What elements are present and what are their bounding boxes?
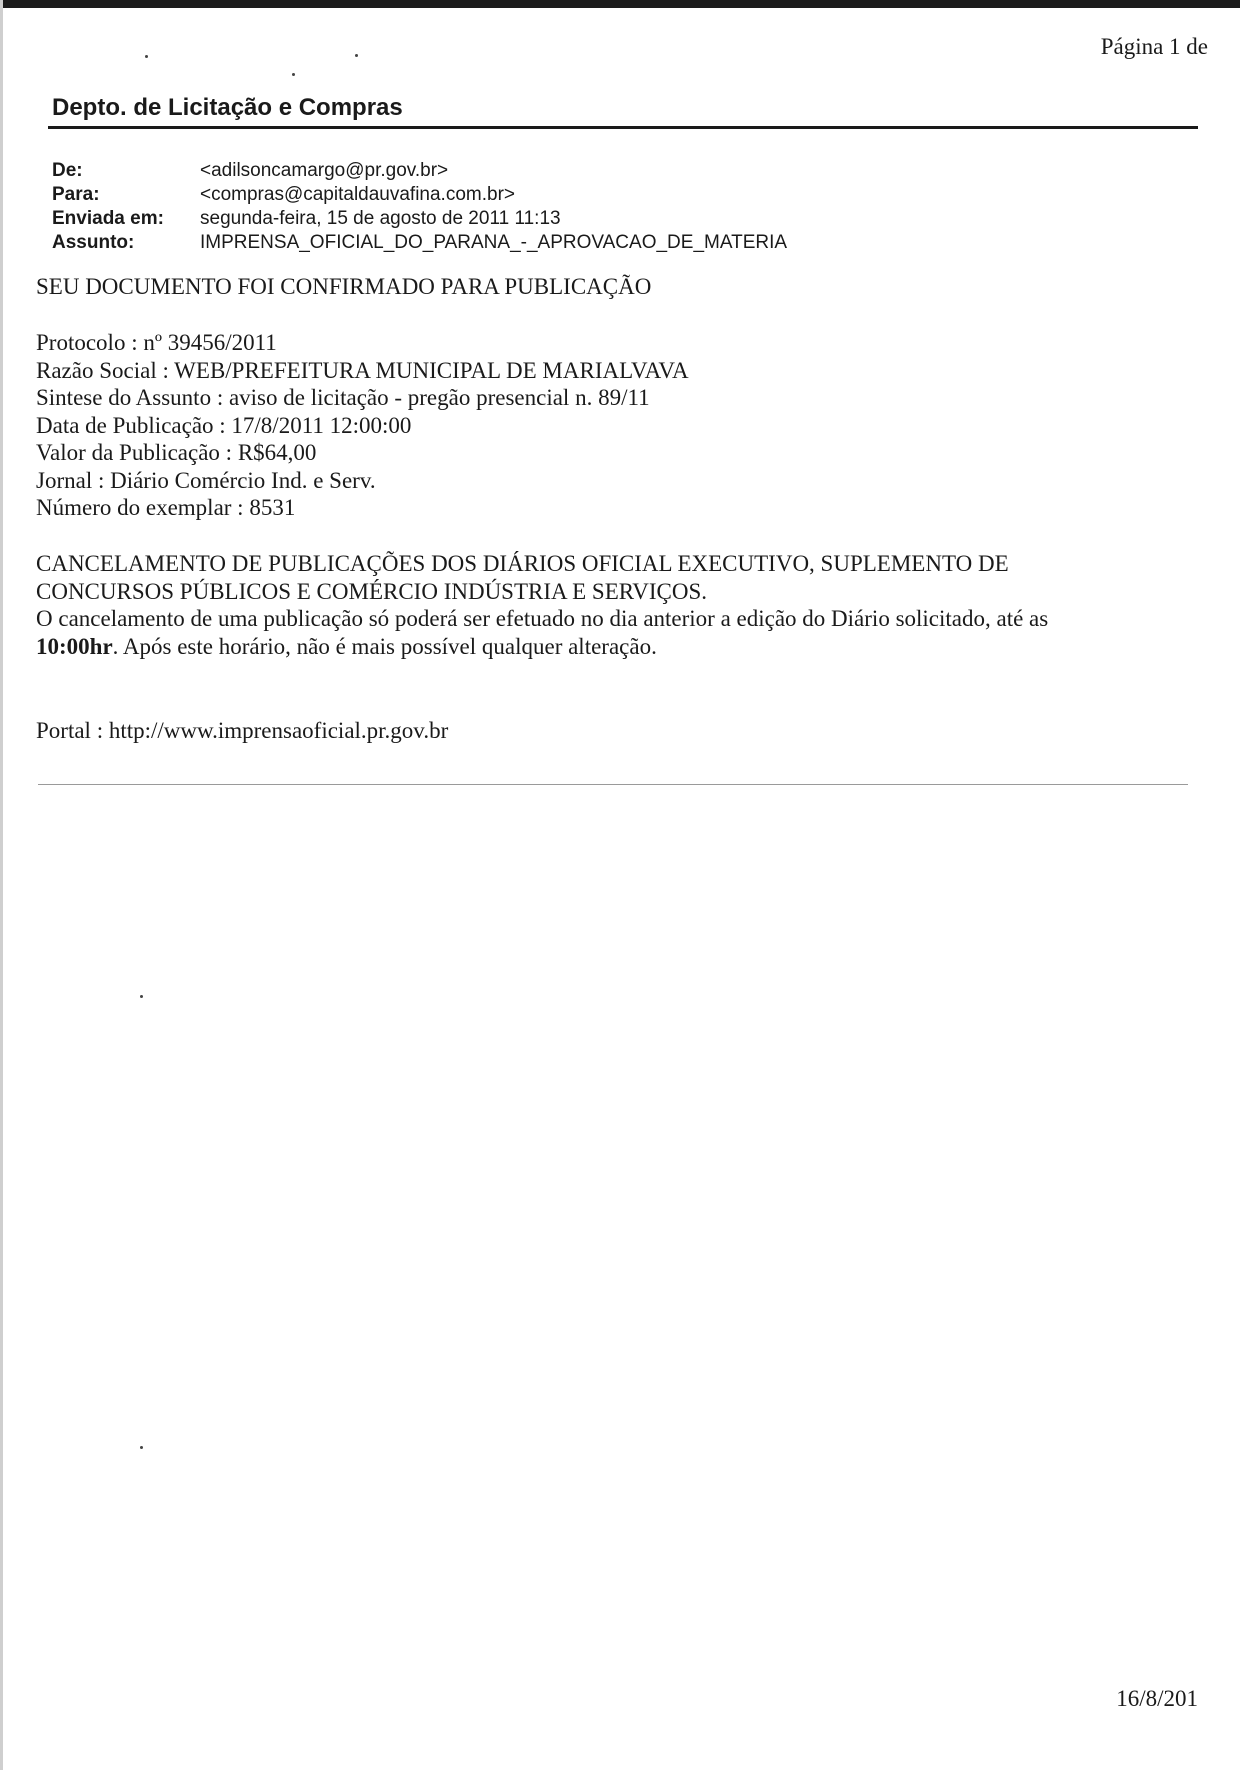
detail-protocol: Protocolo : nº 39456/2011 [36, 330, 277, 355]
detail-issue-number: Número do exemplar : 8531 [36, 495, 296, 520]
notice-line-2: CONCURSOS PÚBLICOS E COMÉRCIO INDÚSTRIA E SERVIÇOS. [36, 578, 708, 604]
page-number: Página 1 de [1100, 34, 1208, 59]
scan-top-border [0, 0, 1240, 8]
scan-speck [292, 73, 295, 76]
notice-line-4 [36, 633, 1206, 661]
cancellation-notice [36, 550, 1206, 660]
scan-speck [140, 1446, 143, 1449]
department-title: Depto. de Licitação e Compras [52, 94, 403, 121]
scan-speck [140, 995, 143, 998]
body-divider [38, 784, 1188, 785]
scan-left-edge [0, 0, 3, 1770]
sent-value: segunda-feira, 15 de agosto de 2011 11:13 [200, 208, 561, 229]
notice-line-3: O cancelamento de uma publicação só poderá ser efetuado no dia anterior a edição do Diário solicitado, até as [36, 606, 1049, 631]
sent-label: Enviada em: [52, 208, 164, 229]
footer-date: 16/8/201 [1116, 1686, 1198, 1711]
to-label: Para: [52, 184, 100, 205]
scan-speck [355, 54, 358, 57]
detail-subject-summary: Sintese do Assunto : aviso de licitação - pregão presencial n. 89/11 [36, 385, 650, 410]
subject-value: IMPRENSA_OFICIAL_DO_PARANA_-_APROVACAO_DE_MATERIA [200, 232, 788, 253]
to-row [52, 183, 787, 207]
publication-details [36, 329, 689, 522]
detail-publication-date: Data de Publicação : 17/8/2011 12:00:00 [36, 412, 412, 438]
email-header [52, 159, 787, 255]
portal-link: Portal : http://www.imprensaoficial.pr.gov.br [36, 718, 449, 743]
detail-publication-value: Valor da Publicação : R$64,00 [36, 440, 317, 465]
to-value: <compras@capitaldauvafina.com.br> [200, 184, 516, 205]
confirmation-heading: SEU DOCUMENTO FOI CONFIRMADO PARA PUBLICAÇÃO [36, 274, 652, 299]
subject-row [52, 231, 787, 255]
notice-line-1: CANCELAMENTO DE PUBLICAÇÕES DOS DIÁRIOS OFICIAL EXECUTIVO, SUPLEMENTO DE [36, 551, 1009, 576]
from-value: <adilsoncamargo@pr.gov.br> [200, 160, 449, 181]
notice-time: 10:00hr [36, 633, 113, 659]
detail-company: Razão Social : WEB/PREFEITURA MUNICIPAL DE MARIALVAVA [36, 357, 689, 383]
scan-speck [145, 55, 148, 58]
from-label: De: [52, 160, 83, 181]
notice-line-4-text: . Após este horário, não é mais possível qualquer alteração. [112, 633, 657, 659]
detail-newspaper: Jornal : Diário Comércio Ind. e Serv. [36, 467, 376, 493]
from-row [52, 159, 787, 183]
subject-label: Assunto: [52, 232, 135, 253]
title-divider [48, 126, 1198, 129]
sent-row [52, 207, 787, 231]
